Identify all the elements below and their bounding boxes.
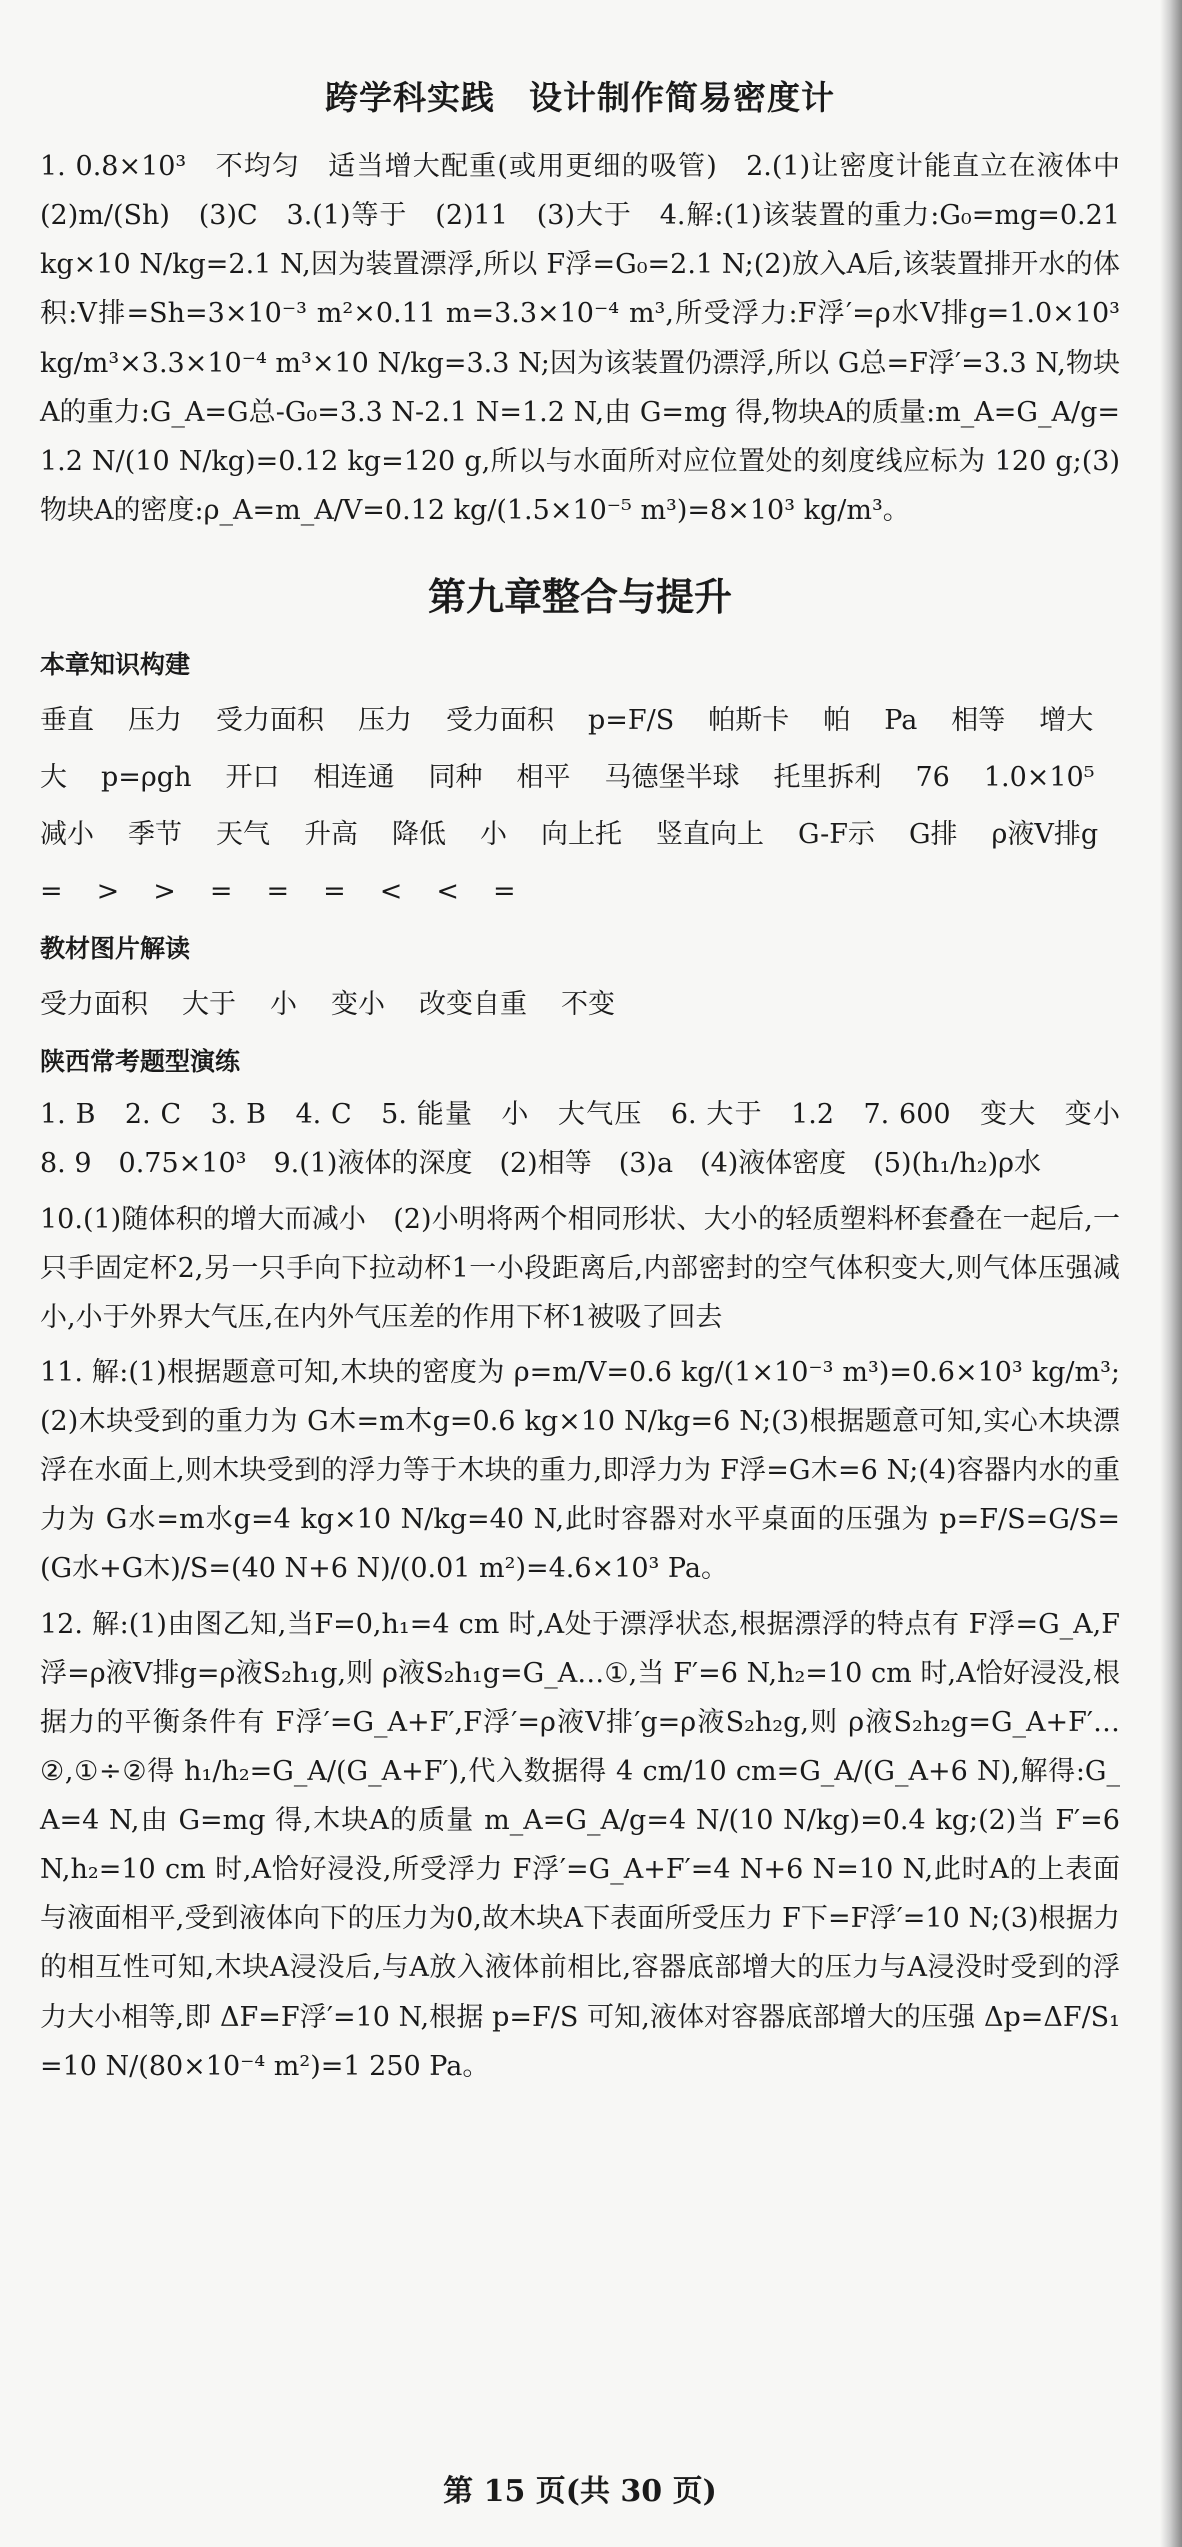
knowledge-item: = [493,876,516,908]
knowledge-item: 受力面积 [446,704,554,736]
knowledge-item: 升高 [304,818,358,850]
knowledge-item: p=F/S [588,704,675,736]
figure-answers [40,980,1120,1029]
chapter-title: 第九章整合与提升 [427,575,732,620]
knowledge-item: > [96,876,120,908]
knowledge-item: 帕 [823,704,851,736]
knowledge-item: ρ液V排g [991,818,1099,850]
knowledge-item: 小 [480,818,507,850]
page-edge-shadow [1160,0,1182,2547]
knowledge-item: 帕斯卡 [708,704,790,736]
knowledge-item: < [379,876,403,908]
knowledge-item: 压力 [358,704,412,736]
figure-item: 改变自重 [419,988,527,1020]
knowledge-item: 压力 [128,704,182,736]
knowledge-item: 天气 [216,818,270,850]
knowledge-item: = [209,876,233,908]
figure-item: 小 [270,988,297,1020]
figure-item: 不变 [561,988,615,1020]
figures-heading: 教材图片解读 [40,934,191,964]
knowledge-item: 受力面积 [216,704,324,736]
knowledge-item: 相平 [516,761,571,793]
figure-item: 变小 [331,988,385,1020]
knowledge-heading: 本章知识构建 [40,650,191,680]
knowledge-item: 马德堡半球 [604,761,740,793]
knowledge-item: 开口 [225,761,280,793]
knowledge-item: G-F示 [798,818,875,850]
section-title: 跨学科实践 设计制作简易密度计 [325,78,835,117]
knowledge-item: Pa [884,704,918,736]
knowledge-item: 降低 [392,818,446,850]
figure-item: 受力面积 [40,988,148,1020]
knowledge-item: 垂直 [40,704,94,736]
knowledge-item: 相连通 [313,761,395,793]
knowledge-item: 大 [40,761,67,793]
knowledge-item: = [40,876,63,908]
knowledge-item: 76 [915,761,950,793]
knowledge-item: 季节 [128,818,182,850]
practice-heading: 陕西常考题型演练 [40,1046,241,1076]
practice-q11: 11. 解:(1)根据题意可知,木块的密度为 ρ=m/V=0.6 kg/(1×10⁻³ m³)=0.6×10³ kg/m³;(2)木块受到的重力为 G木=m木g=0.6 kg×10 N/kg=6 N;(3)根据题意可知,实心木块漂浮在水面上,则木块受到的浮力等于木块的重力,即浮力为 F浮=G木=6 N;(4)容器内水的重力为 G水=m水g=4 kg×10 N/kg=40 N,此时容器对水平桌面的压强为 p=F/S=G/S=(G水+G木)/S=(40 N+6 N)/(0.01 m²)=4.6×10³ Pa。 [40,1356,1120,1585]
knowledge-answers [40,696,1120,917]
figure-item: 大于 [182,988,236,1020]
knowledge-item: G排 [908,818,958,850]
knowledge-item: 竖直向上 [656,818,764,850]
practice-q10: 10.(1)随体积的增大而减小 (2)小明将两个相同形状、大小的轻质塑料杯套叠在一起后,一只手固定杯2,另一只手向下拉动杯1一小段距离后,内部密封的空气体积变大,则气体压强减小,小于外界大气压,在内外气压差的作用下杯1被吸了回去 [40,1203,1120,1333]
knowledge-item: > [153,876,176,908]
knowledge-item: 相等 [951,704,1006,736]
knowledge-item: 增大 [1039,704,1094,736]
page-number: 第 15 页(共 30 页) [443,2474,717,2509]
knowledge-item: 减小 [40,818,94,850]
knowledge-item: < [436,876,459,908]
knowledge-item: 托里拆利 [773,761,882,793]
practice-q12: 12. 解:(1)由图乙知,当F=0,h₁=4 cm 时,A处于漂浮状态,根据漂浮的特点有 F浮=G_A,F浮=ρ液V排g=ρ液S₂h₁g,则 ρ液S₂h₁g=G_A…①,当 F′=6 N,h₂=10 cm 时,A恰好浸没,根据力的平衡条件有 F浮′=G_A+F′,F浮′=ρ液V排′g=ρ液S₂h₂g,则 ρ液S₂h₂g=G_A+F′…②,①÷②得 h₁/h₂=G_A/(G_A+F′),代入数据得 4 cm/10 cm=G_A/(G_A+6 N),解得:G_A=4 N,由 G=mg 得,木块A的质量 m_A=G_A/g=4 N/(10 N/kg)=0.4 kg;(2)当 F′=6 N,h₂=10 cm 时,A恰好浸没,所受浮力 F浮′=G_A+F′=4 N+6 N=10 N,此时A的上表面与液面相平,受到液体向下的压力为0,故木块A下表面所受压力 F下=F浮′=10 N;(3)根据力的相互性可知,木块A浸没后,与A放入液体前相比,容器底部增大的压力与A浸没时受到的浮力大小相等,即 ΔF=F浮′=10 N,根据 p=F/S 可知,液体对容器底部增大的压强 Δp=ΔF/S₁=10 N/(80×10⁻⁴ m²)=1 250 Pa。 [40,1608,1120,2082]
knowledge-item: 向上托 [541,818,622,850]
practice-q1-9: 1. B 2. C 3. B 4. C 5. 能量 小 大气压 6. 大于 1.2 7. 600 变大 变小 8. 9 0.75×10³ 9.(1)液体的深度 (2)相等 (3)a (4)液体密度 (5)(h₁/h₂)ρ水 [40,1099,1147,1180]
knowledge-item: 1.0×10⁵ [983,761,1095,793]
section-answers: 1. 0.8×10³ 不均匀 适当增大配重(或用更细的吸管) 2.(1)让密度计能直立在液体中 (2)m/(Sh) (3)C 3.(1)等于 (2)11 (3)大于 4.解:(1)该装置的重力:G₀=mg=0.21 kg×10 N/kg=2.1 N,因为装置漂浮,所以 F浮=G₀=2.1 N;(2)放入A后,该装置排开水的体积:V排=Sh=3×10⁻³ m²×0.11 m=3.3×10⁻⁴ m³,所受浮力:F浮′=ρ水V排g=1.0×10³ kg/m³×3.3×10⁻⁴ m³×10 N/kg=3.3 N;因为该装置仍漂浮,所以 G总=F浮′=3.3 N,物块A的重力:G_A=G总-G₀=3.3 N-2.1 N=1.2 N,由 G=mg 得,物块A的质量:m_A=G_A/g=1.2 N/(10 N/kg)=0.12 kg=120 g,所以与水面所对应位置处的刻度线应标为 120 g;(3)物块A的密度:ρ_A=m_A/V=0.12 kg/(1.5×10⁻⁵ m³)=8×10³ kg/m³。 [40,151,1147,526]
knowledge-item: = [323,876,346,908]
knowledge-item: = [266,876,290,908]
answer-page [40,68,1147,2097]
knowledge-item: 同种 [428,761,483,793]
knowledge-item: p=ρgh [101,761,192,793]
